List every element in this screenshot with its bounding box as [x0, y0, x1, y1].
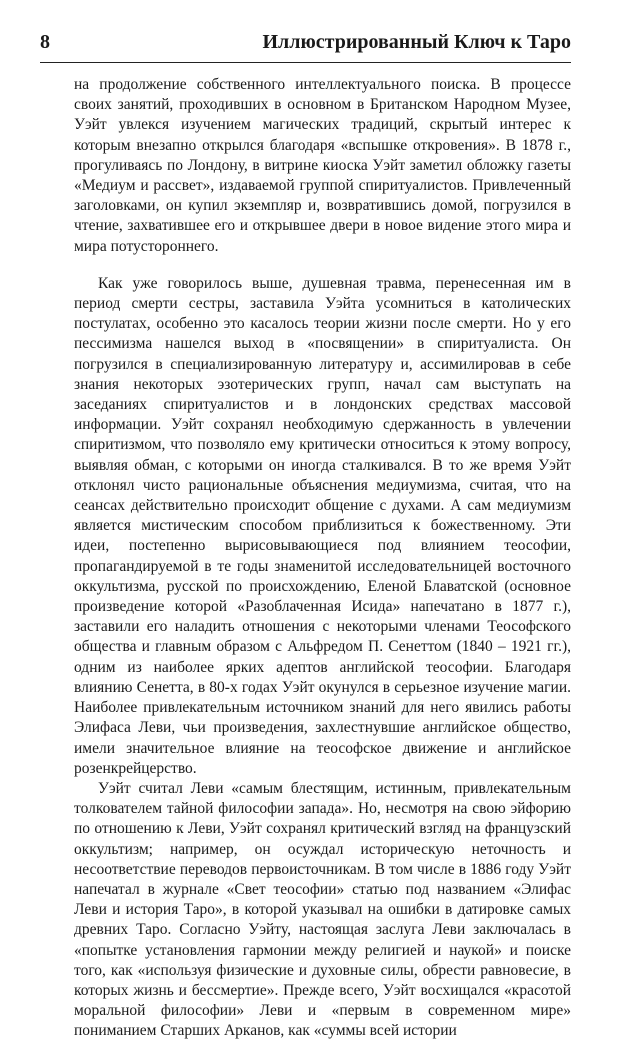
header-rule: [40, 62, 571, 63]
paragraph-2: Как уже говорилось выше, душевная травма, перенесенная им в период смерти сестры, заставила Уэйта усомниться в католических постулатах, особенно это касалось теории жизни после смерти. Но у его пессимизма нашелся выход в «посвящении» в спиритуалиста. Он погрузился в специализированную литературу и, ассимилировав в себе знания некоторых эзотерических групп, начал сам выступать на заседаниях спиритуалистов и в лондонских средствах массовой информации. Уэйт сохранял необходимую сдержанность в увлечении спиритизмом, что позволяло ему критически относиться к этому вопросу, выявляя обман, с которыми он иногда сталкивался. В то же время Уэйт отклонял чисто рациональные объяснения медиумизма, считая, что на сеансах действительно происходит общение с духами. А сам медиумизм является мистическим способом приблизиться к божественному. Эти идеи, постепенно вырисовывающиеся под влиянием теософии, пропагандируемой в те годы знаменитой исследовательницей восточного оккультизма, русской по происхождению, Еленой Блаватской (основное произведение которой «Разоблаченная Исида» напечатано в 1877 г.), заставили его наладить отношения с некоторыми членами Теософского общества и главным образом с Альфредом П. Сенеттом (1840 – 1921 гг.), одним из наиболее ярких адептов английской теософии. Благодаря влиянию Сенетта, в 80-х годах Уэйт окунулся в серьезное изучение магии. Наиболее привлекательным источником знаний для него явились работы Элифаса Леви, чьи произведения, захлестнувшие английское общество, имели значительное влияние на теософское движение и английское розенкрейцерство.: [74, 274, 571, 777]
page-header: [40, 30, 571, 58]
paragraph-gap: [74, 257, 571, 274]
running-title: Иллюстрированный Ключ к Таро: [262, 31, 571, 53]
page-number: 8: [40, 31, 50, 53]
paragraph-1: на продолжение собственного интеллектуального поиска. В процессе своих занятий, проходивших в основном в Британском Народном Музее, Уэйт увлекся изучением магических традиций, скрытый интерес к которым внезапно открылся благодаря «вспышке откровения». В 1878 г., прогуливаясь по Лондону, в витрине киоска Уэйт заметил обложку газеты «Медиум и рассвет», издаваемой группой спиритуалистов. Привлеченный заголовками, он купил экземпляр и, возвратившись домой, погрузился в чтение, захватившее его и открывшее двери в новое видение этого мира и мира потустороннего.: [74, 76, 571, 255]
body-text: [74, 75, 571, 1042]
paragraph-3: Уэйт считал Леви «самым блестящим, истинным, привлекательным толкователем тайной философии запада». Но, несмотря на свою эйфорию по отношению к Леви, Уэйт сохранял критический взгляд на французский оккультизм; например, он осуждал историческую неточность и несоответствие переводов первоисточникам. В том числе в 1886 году Уэйт напечатал в журнале «Свет теософии» статью под названием «Элифас Леви и история Таро», в которой указывал на ошибки в датировке самых древних Таро. Согласно Уэйту, настоящая заслуга Леви заключалась в «попытке установления гармонии между религией и наукой» и поиске того, как «используя физические и духовные силы, обрести равновесие, в которых жизнь и бессмертие». Прежде всего, Уэйт восхищался «красотой моральной философии» Леви и «первым в современном мире» пониманием Старших Арканов, как «суммы всей истории: [74, 779, 571, 1040]
